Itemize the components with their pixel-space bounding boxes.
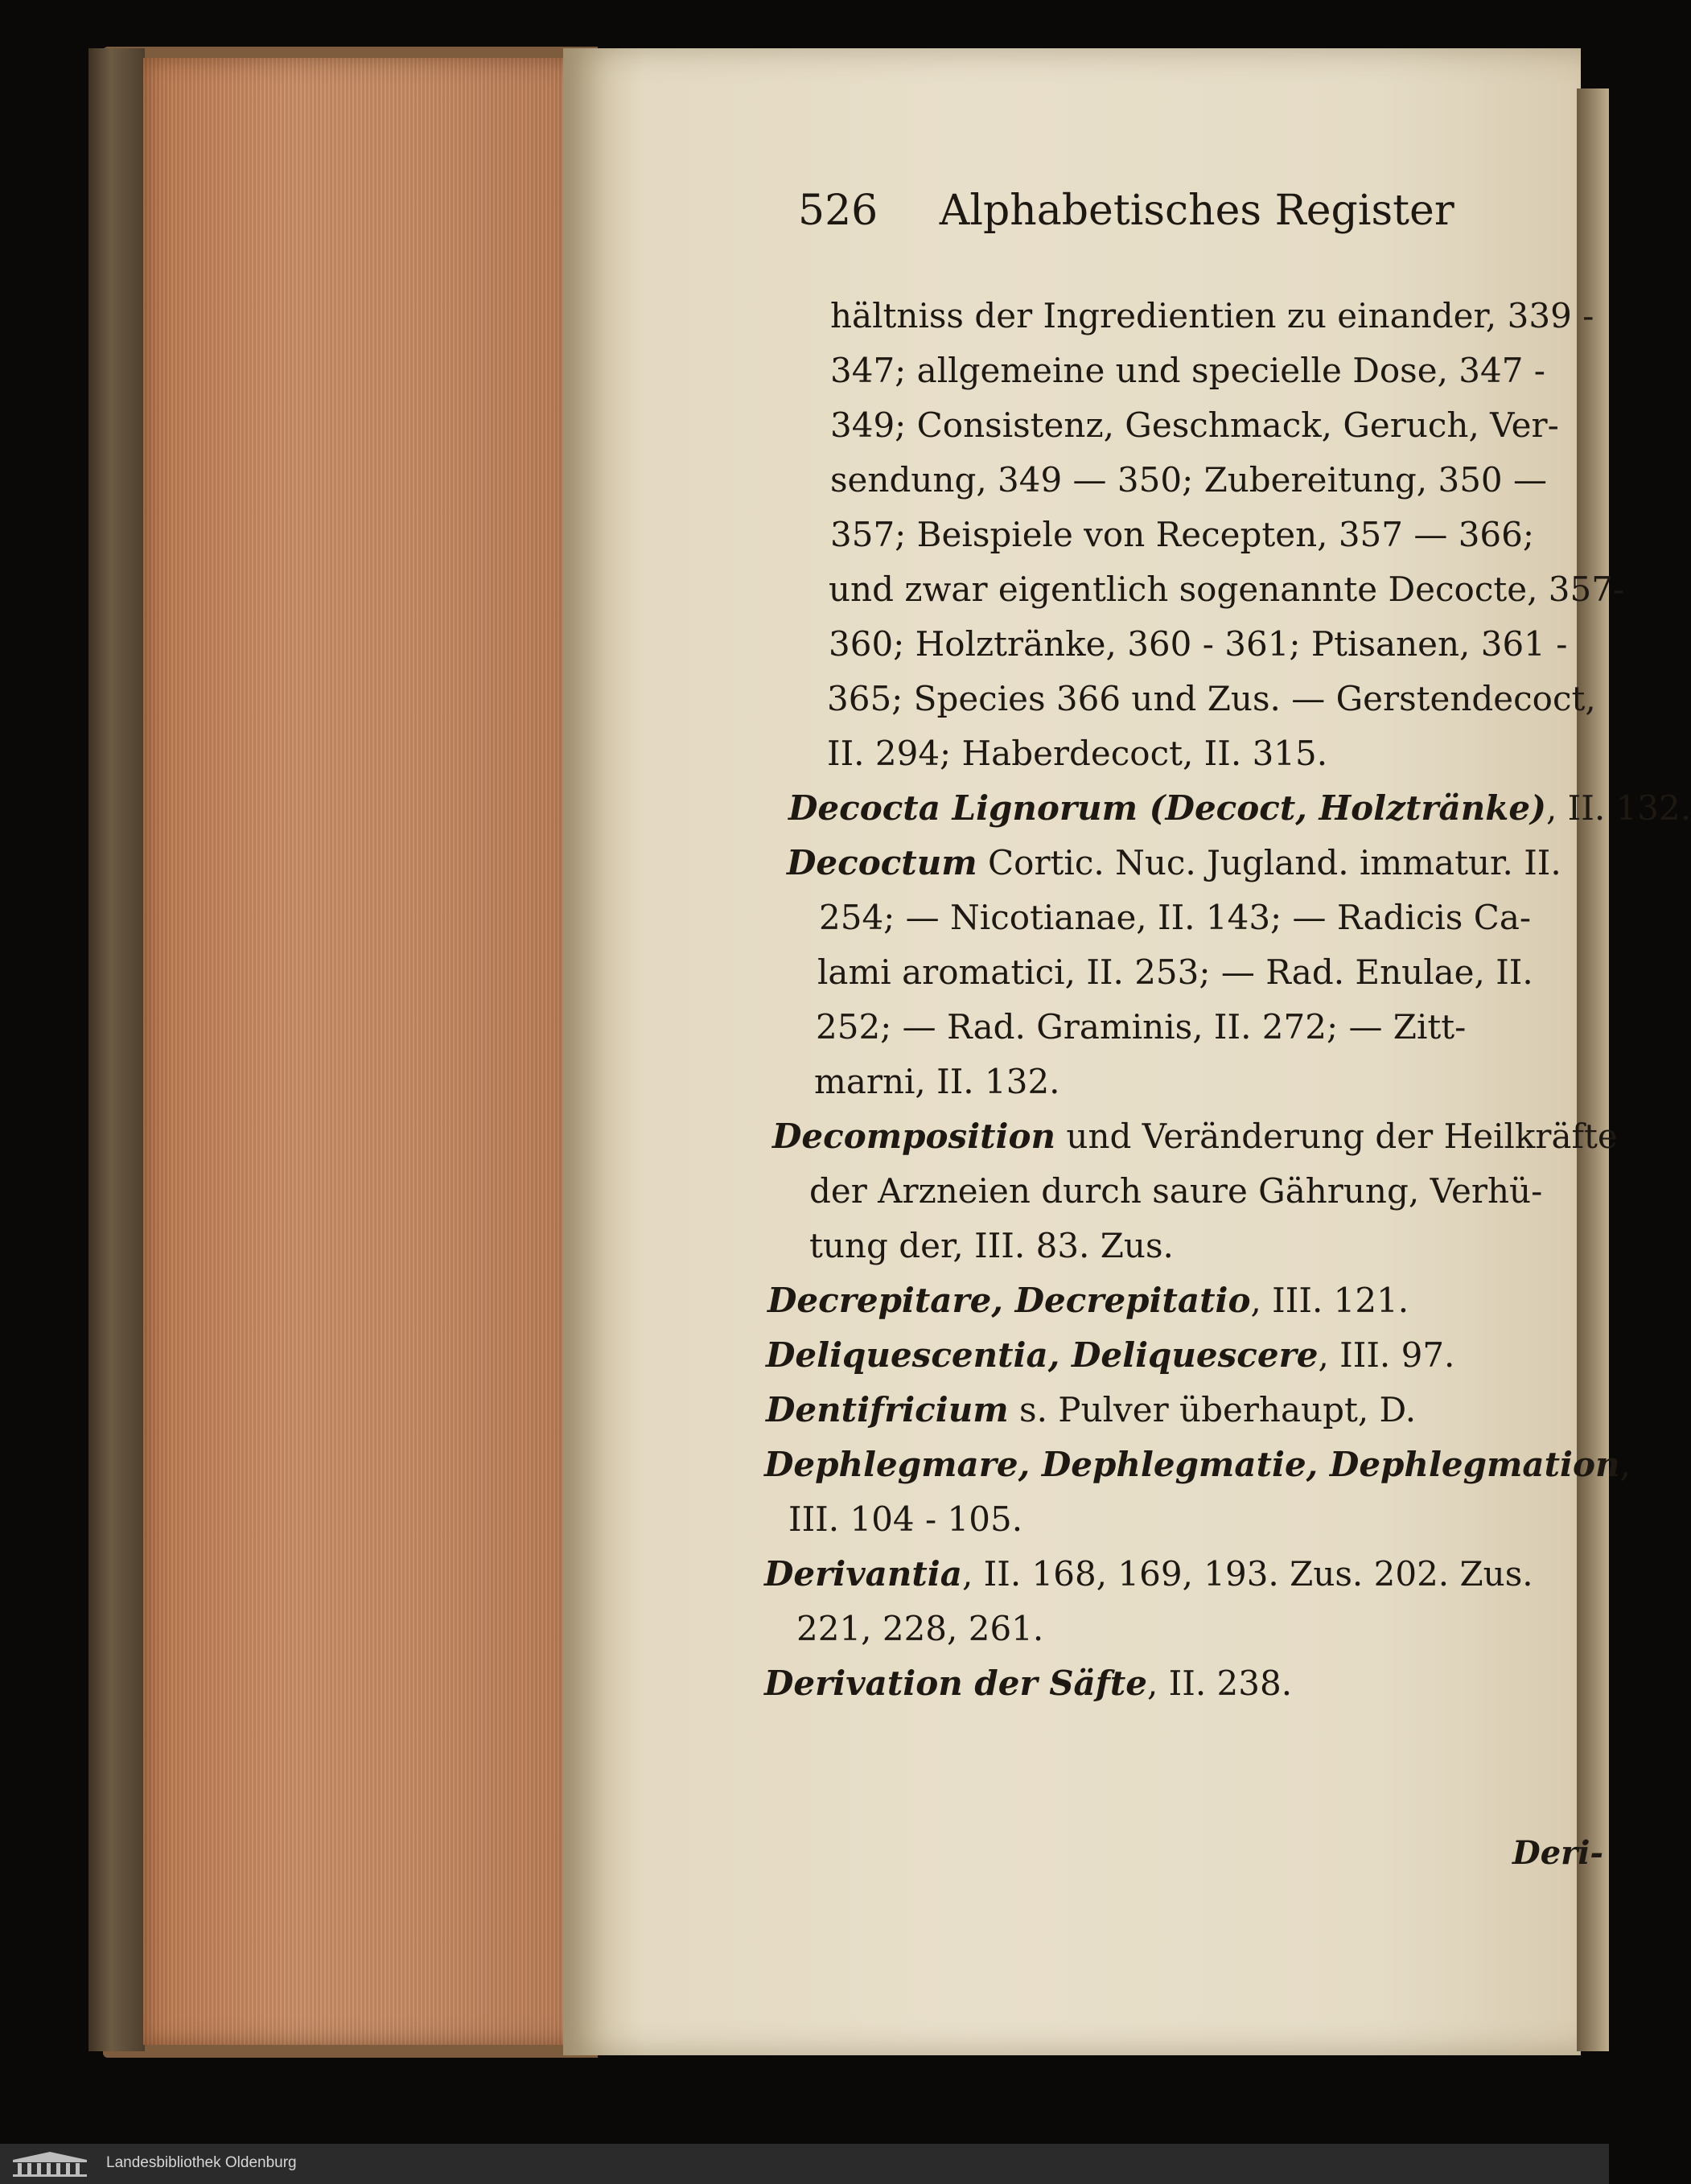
entry-headword: Dephlegmare, Dephlegmatie, Dephlegmation bbox=[764, 1445, 1620, 1484]
register-entry: Dentifricium s. Pulver überhaupt, D. bbox=[766, 1390, 1417, 1429]
register-entry: Decoctum Cortic. Nuc. Jugland. immatur. II. bbox=[787, 843, 1561, 882]
running-head-title: Alphabetisches Register bbox=[939, 187, 1454, 235]
register-line: 347; allgemeine und specielle Dose, 347 - bbox=[830, 351, 1545, 390]
entry-headword: Decomposition bbox=[772, 1117, 1056, 1156]
register-line: tung der, III. 83. Zus. bbox=[809, 1226, 1174, 1265]
register-line: und zwar eigentlich sogenannte Decocte, 357- bbox=[829, 570, 1625, 609]
entry-headword: Dentifricium bbox=[766, 1390, 1009, 1429]
register-line: 254; — Nicotianae, II. 143; — Radicis Ca- bbox=[819, 898, 1532, 937]
library-name: Landesbibliothek Oldenburg bbox=[106, 2154, 297, 2171]
register-line: II. 294; Haberdecoct, II. 315. bbox=[827, 734, 1328, 773]
register-line: sendung, 349 — 350; Zubereitung, 350 — bbox=[830, 460, 1547, 500]
facing-page-edge bbox=[1577, 88, 1609, 2051]
running-head bbox=[798, 187, 1522, 235]
catchword: Deri- bbox=[1512, 1834, 1604, 1872]
entry-headword: Decoctum bbox=[787, 843, 977, 882]
book-cover-edge bbox=[88, 48, 145, 2051]
entry-headword: Derivantia bbox=[764, 1554, 962, 1594]
register-line: hältniss der Ingredientien zu einander, 339 - bbox=[830, 296, 1594, 335]
register-line: 360; Holztränke, 360 - 361; Ptisanen, 361 - bbox=[829, 624, 1568, 664]
register-line: marni, II. 132. bbox=[814, 1062, 1060, 1101]
register-entry: Decomposition und Veränderung der Heilkräfte bbox=[772, 1117, 1618, 1156]
entry-headword: Decrepitare, Decrepitatio bbox=[767, 1281, 1251, 1320]
register-entry: Derivation der Säfte, II. 238. bbox=[764, 1664, 1293, 1703]
register-line: 349; Consistenz, Geschmack, Geruch, Ver- bbox=[830, 405, 1559, 445]
register-line: 357; Beispiele von Recepten, 357 — 366; bbox=[830, 515, 1535, 554]
register-line: der Arzneien durch saure Gährung, Verhü- bbox=[809, 1171, 1543, 1211]
register-line: lami aromatici, II. 253; — Rad. Enulae, II. bbox=[817, 952, 1533, 992]
page-number: 526 bbox=[798, 187, 878, 235]
register-entry: Deliquescentia, Deliquescere, III. 97. bbox=[766, 1335, 1455, 1375]
library-footer bbox=[0, 2144, 1609, 2184]
register-line: III. 104 - 105. bbox=[788, 1499, 1023, 1539]
register-line: 221, 228, 261. bbox=[796, 1609, 1044, 1648]
entry-headword: Deliquescentia, Deliquescere bbox=[766, 1335, 1319, 1375]
register-line: 252; — Rad. Graminis, II. 272; — Zitt- bbox=[816, 1007, 1467, 1047]
register-line: 365; Species 366 und Zus. — Gerstendecoct, bbox=[827, 679, 1596, 718]
register-entry: Decrepitare, Decrepitatio, III. 121. bbox=[767, 1281, 1409, 1320]
register-entry: Derivantia, II. 168, 169, 193. Zus. 202. Zus. bbox=[764, 1554, 1533, 1594]
entry-headword: Derivation der Säfte bbox=[764, 1664, 1147, 1703]
page-edges bbox=[143, 58, 578, 2045]
library-building-icon bbox=[10, 2150, 90, 2178]
book-page bbox=[563, 48, 1581, 2055]
entry-headword: Decocta Lignorum (Decoct, Holztränke) bbox=[788, 788, 1546, 828]
register-entry: Dephlegmare, Dephlegmatie, Dephlegmation, bbox=[764, 1445, 1631, 1484]
register-entry: Decocta Lignorum (Decoct, Holztränke), II. 132. bbox=[788, 788, 1691, 828]
